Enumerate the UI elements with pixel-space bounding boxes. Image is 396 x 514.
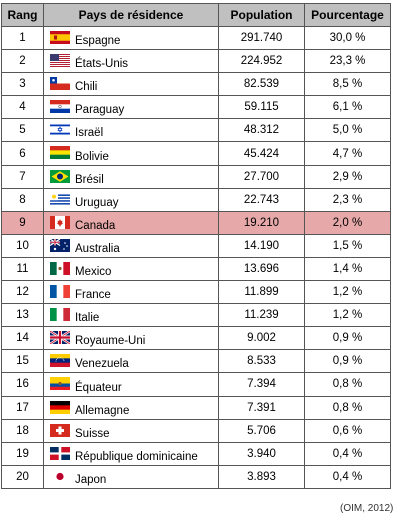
population-cell: 59.115 bbox=[219, 96, 305, 119]
table-row bbox=[2, 465, 391, 488]
percent-cell: 1,4 % bbox=[305, 257, 391, 280]
country-name: Australia bbox=[75, 242, 120, 255]
rank-cell: 16 bbox=[2, 373, 44, 396]
rank-cell: 20 bbox=[2, 465, 44, 488]
australia-flag-icon bbox=[50, 239, 70, 252]
population-cell: 5.706 bbox=[219, 419, 305, 442]
rank-cell: 5 bbox=[2, 119, 44, 142]
percent-cell: 2,3 % bbox=[305, 188, 391, 211]
population-cell: 27.700 bbox=[219, 165, 305, 188]
country-name: Japon bbox=[75, 473, 107, 486]
rank-cell: 7 bbox=[2, 165, 44, 188]
brazil-flag-icon bbox=[50, 170, 70, 183]
population-cell: 11.239 bbox=[219, 304, 305, 327]
rank-cell: 17 bbox=[2, 396, 44, 419]
rank-cell: 12 bbox=[2, 281, 44, 304]
rank-cell: 8 bbox=[2, 188, 44, 211]
country-name: Italie bbox=[75, 312, 100, 325]
table-row bbox=[2, 96, 391, 119]
table-row bbox=[2, 50, 391, 73]
percent-cell: 0,4 % bbox=[305, 465, 391, 488]
country-name: République dominicaine bbox=[75, 450, 198, 463]
country-name: Chili bbox=[75, 81, 98, 94]
country-cell bbox=[44, 304, 219, 327]
country-cell bbox=[44, 234, 219, 257]
country-name: Israël bbox=[75, 127, 104, 140]
population-cell: 291.740 bbox=[219, 27, 305, 50]
country-name: Espagne bbox=[75, 35, 121, 48]
country-cell bbox=[44, 96, 219, 119]
table-row bbox=[2, 350, 391, 373]
switzerland-flag-icon bbox=[50, 424, 70, 437]
mexico-flag-icon bbox=[50, 262, 70, 275]
rank-cell: 10 bbox=[2, 234, 44, 257]
country-cell bbox=[44, 281, 219, 304]
uk-flag-icon bbox=[50, 331, 70, 344]
percent-cell: 2,9 % bbox=[305, 165, 391, 188]
table-row bbox=[2, 257, 391, 280]
spain-flag-icon bbox=[50, 31, 70, 44]
header-rank: Rang bbox=[2, 4, 44, 27]
source-note: (OIM, 2012) bbox=[340, 503, 394, 514]
paraguay-flag-icon bbox=[50, 100, 70, 113]
header-population: Population bbox=[219, 4, 305, 27]
country-cell bbox=[44, 442, 219, 465]
table-row bbox=[2, 211, 391, 234]
percent-cell: 6,1 % bbox=[305, 96, 391, 119]
population-cell: 7.391 bbox=[219, 396, 305, 419]
country-name: Équateur bbox=[75, 381, 122, 394]
population-cell: 14.190 bbox=[219, 234, 305, 257]
country-cell bbox=[44, 327, 219, 350]
country-cell bbox=[44, 211, 219, 234]
rank-cell: 9 bbox=[2, 211, 44, 234]
venezuela-flag-icon bbox=[50, 354, 70, 367]
table-row bbox=[2, 142, 391, 165]
country-cell bbox=[44, 73, 219, 96]
germany-flag-icon bbox=[50, 401, 70, 414]
rank-cell: 13 bbox=[2, 304, 44, 327]
rank-cell: 11 bbox=[2, 257, 44, 280]
percent-cell: 2,0 % bbox=[305, 211, 391, 234]
population-cell: 11.899 bbox=[219, 281, 305, 304]
population-cell: 9.002 bbox=[219, 327, 305, 350]
rank-cell: 4 bbox=[2, 96, 44, 119]
dominican-republic-flag-icon bbox=[50, 447, 70, 460]
country-cell bbox=[44, 419, 219, 442]
canada-flag-icon bbox=[50, 216, 70, 229]
percent-cell: 0,8 % bbox=[305, 373, 391, 396]
population-cell: 8.533 bbox=[219, 350, 305, 373]
table-row bbox=[2, 419, 391, 442]
chile-flag-icon bbox=[50, 77, 70, 90]
table-row bbox=[2, 188, 391, 211]
country-cell bbox=[44, 465, 219, 488]
country-cell bbox=[44, 373, 219, 396]
italy-flag-icon bbox=[50, 308, 70, 321]
rank-cell: 6 bbox=[2, 142, 44, 165]
table-row bbox=[2, 304, 391, 327]
country-cell bbox=[44, 27, 219, 50]
table-row bbox=[2, 373, 391, 396]
percent-cell: 8,5 % bbox=[305, 73, 391, 96]
france-flag-icon bbox=[50, 285, 70, 298]
country-name: France bbox=[75, 289, 111, 302]
table-row bbox=[2, 165, 391, 188]
rank-cell: 15 bbox=[2, 350, 44, 373]
table-row bbox=[2, 281, 391, 304]
country-name: États-Unis bbox=[75, 58, 129, 71]
table-row bbox=[2, 327, 391, 350]
country-name: Uruguay bbox=[75, 196, 119, 209]
percent-cell: 0,9 % bbox=[305, 327, 391, 350]
japan-flag-icon bbox=[50, 470, 70, 483]
country-cell bbox=[44, 142, 219, 165]
population-cell: 3.893 bbox=[219, 465, 305, 488]
percent-cell: 0,6 % bbox=[305, 419, 391, 442]
population-cell: 3.940 bbox=[219, 442, 305, 465]
israel-flag-icon bbox=[50, 123, 70, 136]
country-cell bbox=[44, 119, 219, 142]
ecuador-flag-icon bbox=[50, 377, 70, 390]
country-name: Suisse bbox=[75, 427, 110, 440]
header-percent: Pourcentage bbox=[305, 4, 391, 27]
percent-cell: 4,7 % bbox=[305, 142, 391, 165]
emigration-table bbox=[1, 3, 391, 489]
country-cell bbox=[44, 257, 219, 280]
percent-cell: 23,3 % bbox=[305, 50, 391, 73]
table-row bbox=[2, 442, 391, 465]
population-cell: 7.394 bbox=[219, 373, 305, 396]
population-cell: 224.952 bbox=[219, 50, 305, 73]
percent-cell: 30,0 % bbox=[305, 27, 391, 50]
table-row bbox=[2, 27, 391, 50]
population-cell: 45.424 bbox=[219, 142, 305, 165]
country-cell bbox=[44, 396, 219, 419]
country-name: Bolivie bbox=[75, 150, 109, 163]
country-name: Royaume-Uni bbox=[75, 335, 146, 348]
country-name: Venezuela bbox=[75, 358, 129, 371]
rank-cell: 14 bbox=[2, 327, 44, 350]
table-header-row bbox=[2, 4, 391, 27]
country-name: Mexico bbox=[75, 266, 112, 279]
rank-cell: 18 bbox=[2, 419, 44, 442]
percent-cell: 0,9 % bbox=[305, 350, 391, 373]
country-name: Allemagne bbox=[75, 404, 130, 417]
table-row bbox=[2, 119, 391, 142]
uruguay-flag-icon bbox=[50, 193, 70, 206]
percent-cell: 1,2 % bbox=[305, 281, 391, 304]
table-row bbox=[2, 234, 391, 257]
rank-cell: 19 bbox=[2, 442, 44, 465]
population-cell: 22.743 bbox=[219, 188, 305, 211]
country-name: Canada bbox=[75, 219, 116, 232]
population-cell: 13.696 bbox=[219, 257, 305, 280]
table-row bbox=[2, 396, 391, 419]
percent-cell: 0,4 % bbox=[305, 442, 391, 465]
rank-cell: 3 bbox=[2, 73, 44, 96]
country-cell bbox=[44, 350, 219, 373]
country-name: Paraguay bbox=[75, 104, 125, 117]
table-row bbox=[2, 73, 391, 96]
percent-cell: 1,2 % bbox=[305, 304, 391, 327]
country-name: Brésil bbox=[75, 173, 104, 186]
bolivia-flag-icon bbox=[50, 146, 70, 159]
percent-cell: 1,5 % bbox=[305, 234, 391, 257]
population-cell: 82.539 bbox=[219, 73, 305, 96]
country-cell bbox=[44, 165, 219, 188]
header-country: Pays de résidence bbox=[44, 4, 219, 27]
country-cell bbox=[44, 50, 219, 73]
rank-cell: 1 bbox=[2, 27, 44, 50]
percent-cell: 5,0 % bbox=[305, 119, 391, 142]
usa-flag-icon bbox=[50, 54, 70, 67]
country-cell bbox=[44, 188, 219, 211]
rank-cell: 2 bbox=[2, 50, 44, 73]
population-cell: 48.312 bbox=[219, 119, 305, 142]
population-cell: 19.210 bbox=[219, 211, 305, 234]
percent-cell: 0,8 % bbox=[305, 396, 391, 419]
